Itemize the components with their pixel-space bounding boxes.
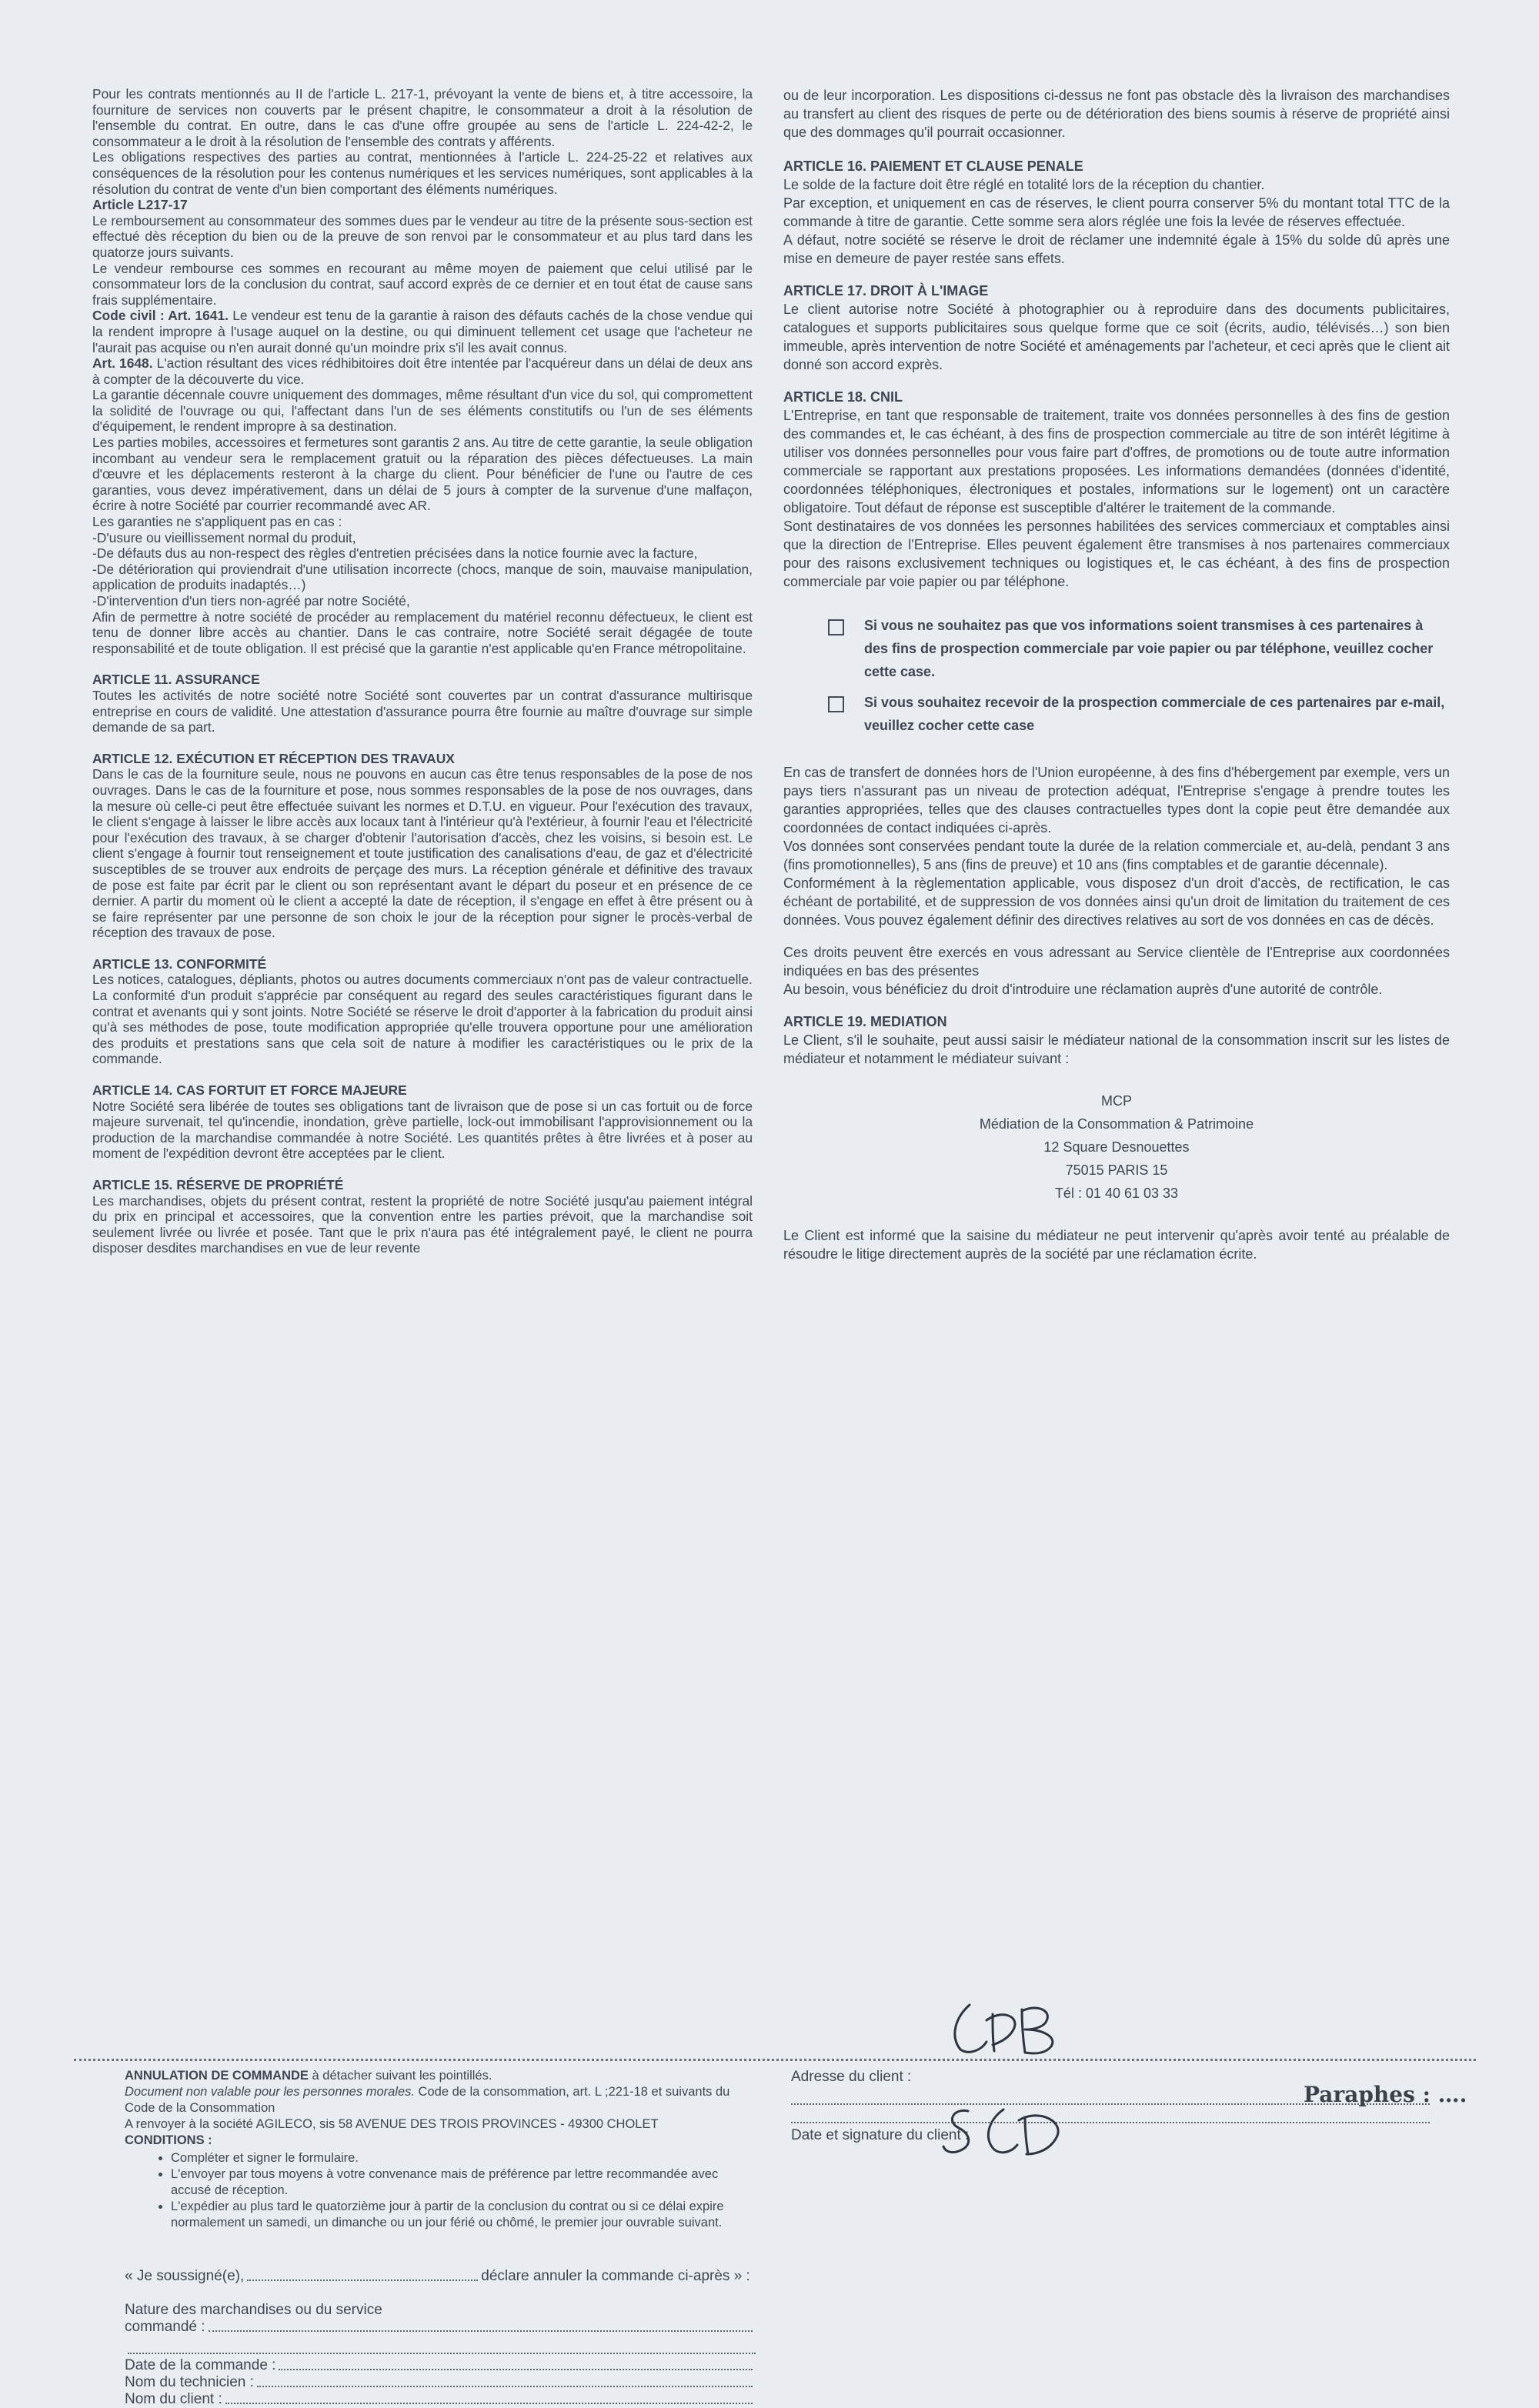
article-11-title: ARTICLE 11. ASSURANCE bbox=[92, 672, 260, 688]
paragraph: La conformité d'un produit s'apprécie par conséquent au regard des seules caractéristiques figurant dans le contrat et avenants qui y sont joints. Notre Société se réserve le droit d'apporter à la fabrication du produit ainsi qu'à ses méthodes de pose, toute modification appropriée qu'elle trouvera opportune pour une amélioration des produits et prestations sans que cela soit de nature à modifier les caractéristiques ou le prix de la commande. bbox=[92, 988, 753, 1067]
paragraph: Le vendeur rembourse ces sommes en recourant au même moyen de paiement que celui utilisé par le consommateur lors de la conclusion du contrat, sauf accord exprès de ce dernier et en tout état de cause sans frais supplémentaire. bbox=[92, 260, 753, 308]
checkbox-label: Si vous ne souhaitez pas que vos informations soient transmises à ces partenaires à des fins de prospection commerciale par voie papier ou par téléphone, veuillez cocher cette case. bbox=[864, 618, 1434, 679]
address-label: Adresse du client : bbox=[791, 2069, 912, 2085]
paragraph: En cas de transfert de données hors de l'Union européenne, à des fins d'hébergement par exemple, vers un pays tiers n'assurant pas un niveau de protection adéquat, l'Entreprise s'engage à prendre toutes les garanties appropriées, telles que des clauses contractuelles types dont la copie peut être demandée aux coordonnées de contact indiquées ci-après. bbox=[783, 765, 1450, 835]
form-send-to: A renvoyer à la société AGILECO, sis 58 AVENUE DES TROIS PROVINCES - 49300 CHOLET bbox=[125, 2117, 659, 2131]
paragraph: Les garanties ne s'appliquent pas en cas : bbox=[92, 514, 342, 530]
article-16-title: ARTICLE 16. PAIEMENT ET CLAUSE PENALE bbox=[783, 158, 1083, 174]
article-17-title: ARTICLE 17. DROIT À L'IMAGE bbox=[783, 283, 989, 298]
paragraph: Le Client est informé que la saisine du médiateur ne peut intervenir qu'après avoir tenté au préalable de résoudre le litige directement auprès de la société par une réclamation écrite. bbox=[783, 1228, 1450, 1262]
mediator-city: 75015 PARIS 15 bbox=[1065, 1162, 1168, 1178]
article-15-title: ARTICLE 15. RÉSERVE DE PROPRIÉTÉ bbox=[92, 1177, 344, 1192]
paragraph: Pour les contrats mentionnés au II de l'article L. 217-1, prévoyant la vente de biens et, à titre accessoire, la fourniture de services non couverts par le présent chapitre, le consommateur a droit à la résolution de l'ensemble du contrat. En outre, dans le cas d'une offre groupée au sens de l'article L. 224-42-2, le consommateur a le droit à la résolution de l'ensemble des contrats y afférents. bbox=[92, 86, 753, 149]
paragraph: Les parties mobiles, accessoires et fermetures sont garantis 2 ans. Au titre de cette garantie, la seule obligation incombant au vendeur sera le remplacement gratuit ou la réparation des pièces défectueuses. La main d'œuvre et les déplacements resteront à la charge du client. Pour bénéficier de l'une ou l'autre de ces garanties, vous devez impérativement, dans un délai de 5 jours à compter de la survenue d'une malfaçon, écrire à notre Société par courrier recommandé avec AR. bbox=[92, 435, 753, 514]
conditions-list bbox=[125, 2150, 756, 2231]
mediator-name: MCP bbox=[1101, 1093, 1132, 1109]
paragraph: Notre Société sera libérée de toutes ses obligations tant de livraison que de pose si un cas fortuit ou de force majeure survenait, tel qu'incendie, inondation, grève partielle, lock-out immobilisant l'approvisionnement ou la production de la marchandise commandée à notre Société. Les quantités prêtes à être livrées et à poser au moment de l'expédition devront être acceptées par le client. bbox=[92, 1098, 753, 1162]
checkbox-label: Si vous souhaitez recevoir de la prospection commerciale de ces partenaires par e-mail, veuillez cocher cette case bbox=[864, 695, 1445, 733]
paragraph: Les obligations respectives des parties au contrat, mentionnées à l'article L. 224-25-22 et relatives aux conséquences de la résolution pour les contenus numériques et les services numériques, sont applicables à la résolution du contrat de vente d'un bien comportant des éléments numériques. bbox=[92, 149, 753, 197]
article-13-title: ARTICLE 13. CONFORMITÉ bbox=[92, 956, 267, 972]
legal-note-italic: Document non valable pour les personnes morales. bbox=[125, 2085, 415, 2099]
paragraph: Vos données sont conservées pendant toute la durée de la relation commerciale et, au-delà, pendant 3 ans (fins promotionnelles), 5 ans (fins de preuve) et 10 ans (fins comptables et de garantie décennale). bbox=[783, 839, 1450, 872]
article-label: Art. 1648. bbox=[92, 355, 153, 372]
form-title bbox=[125, 2068, 756, 2084]
paragraph: La garantie décennale couvre uniquement des dommages, même résultant d'un vice du sol, qui compromettent la solidité de l'ouvrage ou qui, l'affectant dans l'un de ses éléments constitutifs ou l'un de ses éléments d'équipement, le rendent impropre à sa destination. bbox=[92, 387, 753, 435]
condition-item: • L'envoyer par tous moyens à votre convenance mais de préférence par lettre recommandée avec accusé de réception. bbox=[171, 2166, 756, 2199]
nature-label: Nature des marchandises ou du service bbox=[125, 2302, 382, 2318]
goods-field[interactable] bbox=[209, 2330, 753, 2332]
paragraph: Le solde de la facture doit être réglé en totalité lors de la réception du chantier. bbox=[783, 177, 1265, 192]
order-date-line bbox=[125, 2357, 756, 2374]
commande-line bbox=[125, 2319, 756, 2336]
client-name-line bbox=[125, 2391, 756, 2408]
technician-field[interactable] bbox=[257, 2386, 753, 2387]
initials-signature-1 bbox=[939, 1999, 1077, 2060]
checkbox-email[interactable] bbox=[828, 696, 844, 712]
paragraph: -De détérioration qui proviendrait d'une utilisation incorrecte (chocs, manque de soin, mauvaise manipulation, application de produits inadaptés…) bbox=[92, 561, 753, 593]
paragraph: Sont destinataires de vos données les personnes habilitées des services commerciaux et comptables ainsi que la direction de l'Entreprise. Elles peuvent également être transmises à nos partenaires commerciaux pour des raisons exclusivement techniques ou logistiques et, le cas échéant, à des fins de prospection commerciale par voie papier ou par téléphone. bbox=[783, 519, 1450, 589]
legal-note-rest: Code de la consommation, art. L ;221-18 et suivants du Code de la Consommation bbox=[125, 2085, 730, 2115]
technician-label: Nom du technicien : bbox=[125, 2374, 254, 2390]
article-text: Le vendeur est tenu de la garantie à raison des défauts cachés de la chose vendue qui la rendent impropre à l'usage auquel on la destine, ou qui diminuent tellement cet usage que l'acheteur ne l'aurait pas acquise ou n'en aurait donné qu'un moindre prix s'il les avait connus. bbox=[92, 308, 753, 355]
signatory-name-field[interactable] bbox=[247, 2280, 478, 2281]
paragraph: Les notices, catalogues, dépliants, photos ou autres documents commerciaux n'ont pas de valeur contractuelle. bbox=[92, 972, 753, 988]
initials-signature-2 bbox=[939, 2100, 1077, 2162]
paragraph bbox=[92, 355, 753, 387]
paraphes-label: Paraphes : …. bbox=[1304, 2082, 1467, 2107]
consent-option-paper-phone bbox=[828, 614, 1450, 683]
form-title-suffix: à détacher suivant les pointillés. bbox=[308, 2069, 492, 2083]
paragraph: Le Client, s'il le souhaite, peut aussi saisir le médiateur national de la consommation inscrit sur les listes de médiateur et notamment le médiateur suivant : bbox=[783, 1032, 1450, 1066]
commande-label: commandé : bbox=[125, 2319, 205, 2335]
paragraph: Toutes les activités de notre société notre Société sont couvertes par un contrat d'assurance multirisque entreprise en cours de validité. Une attestation d'assurance pourra être fournie au maître d'ouvrage sur simple demande de sa part. bbox=[92, 687, 753, 735]
technician-line bbox=[125, 2374, 756, 2391]
paragraph: Ces droits peuvent être exercés en vous adressant au Service clientèle de l'Entreprise aux coordonnées indiquées en bas des présentes bbox=[783, 945, 1450, 979]
conditions-title: CONDITIONS : bbox=[125, 2133, 212, 2147]
paragraph: Par exception, et uniquement en cas de réserves, le client pourra conserver 5% du montant total TTC de la commande à titre de garantie. Cette somme sera alors réglée une fois la levée de réserves effectuée. bbox=[783, 195, 1450, 229]
right-column bbox=[783, 86, 1450, 1263]
form-legal-note bbox=[125, 2084, 756, 2116]
article-text: L'action résultant des vices rédhibitoires doit être intentée par l'acquéreur dans un délai de deux ans à compter de la découverte du vice. bbox=[92, 355, 753, 387]
mediator-phone: Tél : 01 40 61 03 33 bbox=[1054, 1186, 1179, 1201]
consent-option-email bbox=[828, 691, 1450, 737]
order-date-field[interactable] bbox=[279, 2369, 753, 2370]
article-title: Article L217-17 bbox=[92, 197, 188, 213]
paragraph: -D'usure ou vieillissement normal du produit, bbox=[92, 529, 356, 545]
client-name-field[interactable] bbox=[225, 2403, 753, 2404]
paragraph bbox=[92, 308, 753, 355]
paragraph: L'Entreprise, en tant que responsable de traitement, traite vos données personnelles à des fins de gestion des commandes et, le cas échéant, à des fins de prospection commerciale au titre de son intérêt légitime à utiliser vos données personnelles pour vous faire part d'offres, de promotions ou de toute autre information commerciale se rapportant aux prestations proposées. Les informations demandées (données d'identité, coordonnées téléphoniques, électroniques et postales, informations sur le logement) ont un caractère obligatoire. Tout défaut de réponse est susceptible d'altérer le traitement de la commande. bbox=[783, 408, 1450, 515]
article-18-title: ARTICLE 18. CNIL bbox=[783, 389, 903, 405]
paragraph: -De défauts dus au non-respect des règles d'entretien précisées dans la notice fournie avec la facture, bbox=[92, 545, 698, 562]
paragraph: Le remboursement au consommateur des sommes dues par le vendeur au titre de la présente sous-section est effectué dès réception du bien ou de la preuve de son renvoi par le consommateur et au plus tard dans les quatorze jours suivants. bbox=[92, 212, 753, 260]
paragraph: -D'intervention d'un tiers non-agréé par notre Société, bbox=[92, 593, 410, 609]
mediator-full-name: Médiation de la Consommation & Patrimoine bbox=[979, 1116, 1254, 1132]
article-label: Code civil : Art. 1641. bbox=[92, 308, 229, 324]
paragraph: Afin de permettre à notre société de procéder au remplacement du matériel reconnu défectueux, le client est tenu de donner libre accès au chantier. Dans le cas contraire, notre Société serait dégagée de toute responsabilité et de toute obligation. Il est précisé que la garantie n'est applicable qu'en France métropolitaine. bbox=[92, 609, 753, 656]
order-date-label: Date de la commande : bbox=[125, 2357, 276, 2373]
article-12-title: ARTICLE 12. EXÉCUTION ET RÉCEPTION DES TRAVAUX bbox=[92, 750, 455, 766]
mediator-street: 12 Square Desnouettes bbox=[1043, 1139, 1190, 1155]
mediator-address bbox=[783, 1089, 1450, 1205]
consent-checkboxes bbox=[828, 614, 1450, 737]
paragraph: Conformément à la règlementation applicable, vous disposez d'un droit d'accès, de rectification, le cas échéant de portabilité, et de suppression de vos données ainsi qu'un droit de limitation du traitement de ces données. Vous pouvez également définir des directives relatives au sort de vos données en cas de décès. bbox=[783, 875, 1450, 928]
declaration-start: « Je soussigné(e), bbox=[125, 2268, 245, 2284]
left-column bbox=[92, 86, 753, 1256]
paragraph: A défaut, notre société se réserve le droit de réclamer une indemnité égale à 15% du solde dû après une mise en demeure de payer restée sans effets. bbox=[783, 232, 1450, 266]
cancellation-form bbox=[125, 2068, 756, 2408]
declaration-line bbox=[125, 2268, 756, 2285]
article-19-title: ARTICLE 19. MEDIATION bbox=[783, 1014, 947, 1029]
article-14-title: ARTICLE 14. CAS FORTUIT ET FORCE MAJEURE bbox=[92, 1082, 407, 1099]
condition-item: • L'expédier au plus tard le quatorzième jour à partir de la conclusion du contrat ou si ce délai expire normalement un samedi, un dimanche ou un jour férié ou chômé, le premier jour ouvrable suivant. bbox=[171, 2199, 756, 2231]
paragraph: ou de leur incorporation. Les dispositions ci-dessus ne font pas obstacle dès la livraison des marchandises au transfert au client des risques de perte ou de détérioration des biens soumis à réserve de propriété ainsi que des dommages qu'il pourrait occasionner. bbox=[783, 88, 1450, 140]
paragraph: Le client autorise notre Société à photographier ou à reproduire dans des documents publicitaires, catalogues et supports publicitaires sous quelque forme que ce soit (écrits, audio, télévisés…) son bien immeuble, après intervention de notre Société et aménagements par l'acheteur, et ceci après que le client ait donné son accord exprès. bbox=[783, 302, 1450, 372]
paragraph: Au besoin, vous bénéficiez du droit d'introduire une réclamation auprès d'une autorité de contrôle. bbox=[783, 982, 1383, 997]
cut-line bbox=[74, 2059, 1476, 2061]
checkbox-paper-phone[interactable] bbox=[828, 619, 844, 635]
date-signature-label: Date et signature du client : bbox=[791, 2127, 970, 2143]
form-title-bold: ANNULATION DE COMMANDE bbox=[125, 2069, 309, 2083]
paragraph: Les marchandises, objets du présent contrat, restent la propriété de notre Société jusqu'au paiement intégral du prix en principal et accessoires, que la convention entre les parties prévoit, que la marchandise soit seulement livrée ou livrée et posée. Tant que le prix n'aura pas été intégralement payé, le client ne pourra disposer desdites marchandises en vue de leur revente bbox=[92, 1192, 753, 1256]
address-field-line-2[interactable] bbox=[791, 2105, 1430, 2123]
goods-field-line-2[interactable] bbox=[128, 2336, 756, 2354]
paragraph: Dans le cas de la fourniture seule, nous ne pouvons en aucun cas être tenus responsables de la pose de nos ouvrages. Dans le cas de la fourniture et pose, nous sommes responsables de la pose de nos ouvrages, dans la mesure où celle-ci peut être effectuée suivant les normes et D.T.U. en vigueur. Pour l'exécution des travaux, le client s'engage à laisser le libre accès aux locaux tant à l'intérieur qu'à l'extérieur, à fournir l'eau et l'électricité pour l'exécution des travaux, à se charger d'obtenir l'autorisation d'accès, chez les voisins, si besoin est. Le client s'engage à fournir tout renseignement et toute justification des canalisations d'eau, de gaz et d'électricité susceptibles de se trouver aux endroits de perçage des murs. La réception générale et définitive des travaux de pose est faite par écrit par le client ou son représentant avant le départ du poseur et en présence de ce dernier. A partir du moment où le client a accepté la date de réception, il s'engage en effet à être présent ou à se faire représenter par une personne de son choix le jour de la réception pour signer le procès-verbal de réception des travaux de pose. bbox=[92, 766, 753, 941]
condition-item: • Compléter et signer le formulaire. bbox=[171, 2150, 756, 2166]
declaration-end: déclare annuler la commande ci-après » : bbox=[481, 2268, 750, 2284]
client-name-label: Nom du client : bbox=[125, 2391, 222, 2407]
